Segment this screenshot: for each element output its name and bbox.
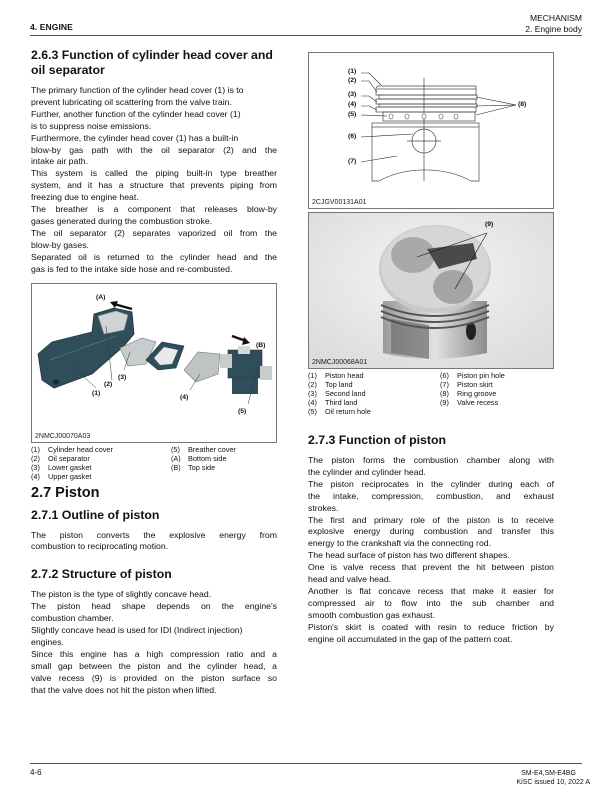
- legend-num: (4): [31, 471, 40, 481]
- text-line: The breather is a component that releases blow-by: [31, 204, 277, 215]
- section-title: MECHANISM: [530, 13, 582, 23]
- legend-text: Third land: [325, 398, 358, 407]
- cylinder-head-cover-figure: [31, 283, 277, 443]
- text-line: intake air path.: [31, 156, 88, 167]
- legend-item: [31, 463, 171, 472]
- text-line: The piston forms the combustion chamber along with: [308, 455, 554, 465]
- text-line: system, and it has a structure that prevents piping from: [31, 180, 277, 191]
- legend-item: [31, 472, 171, 481]
- legend-num: (6): [440, 371, 449, 380]
- legend-text: Piston pin hole: [457, 371, 505, 380]
- legend-item: [308, 371, 440, 380]
- legend-num: (1): [31, 444, 40, 454]
- legend-item: [308, 380, 440, 389]
- legend-item: [440, 380, 554, 389]
- legend-num: (3): [308, 389, 317, 398]
- legend-text: Oil return hole: [325, 407, 371, 416]
- legend-text: Cylinder head cover: [48, 444, 113, 454]
- text-line: head and valve head.: [308, 574, 392, 585]
- legend-num: (1): [308, 371, 317, 380]
- legend-text: Oil separator: [48, 453, 90, 463]
- text-line: gases generated during the combustion stroke.: [31, 215, 213, 226]
- label-b: (B): [256, 341, 266, 349]
- legend-item: [171, 463, 277, 472]
- section-2-7-heading: 2.7 Piston: [31, 484, 100, 501]
- left-column: [31, 48, 277, 696]
- document-id: SM-E4,SM-E4BG: [521, 770, 576, 777]
- legend-num: (3): [31, 462, 40, 472]
- text-line: energy to the crankshaft via the connecting rod.: [308, 538, 492, 549]
- text-line: blow-by gas path with the oil separator (2) and the: [31, 144, 277, 155]
- label-4: (4): [348, 101, 357, 108]
- legend-column: [440, 371, 554, 416]
- text-line: The first and primary role of the piston is to receive: [308, 514, 554, 525]
- legend-text: Second land: [325, 389, 366, 398]
- text-line: Separated oil is returned to the cylinder head and the: [31, 251, 277, 262]
- legend-num: (8): [440, 389, 449, 398]
- section-2-7-1-heading: 2.7.1 Outline of piston: [31, 507, 160, 522]
- legend-num: (2): [308, 380, 317, 389]
- text-line: valve recess (9) is provided on the piston surface so: [31, 672, 277, 683]
- label-8: (8): [518, 101, 527, 108]
- text-line: Furthermore, the cylinder head cover (1) has a built-in: [31, 132, 239, 143]
- piston-diagram-figure: [308, 52, 554, 209]
- section-breadcrumb: [525, 13, 582, 34]
- legend-item: [31, 454, 171, 463]
- label-6: (6): [348, 133, 357, 140]
- text-line: strokes.: [308, 502, 339, 513]
- text-line: combustion chamber.: [31, 613, 114, 624]
- figure-code: 2CJGV00131A01: [312, 199, 367, 206]
- text-line: Further, another function of the cylinder head cover (1): [31, 108, 241, 119]
- piston-legend: [308, 371, 554, 416]
- legend-item: [171, 454, 277, 463]
- text-line: The piston reciprocates in the cylinder during each of: [308, 478, 554, 489]
- text-line: One is valve recess that prevent the hit between piston: [308, 562, 554, 573]
- footer-divider: [30, 763, 582, 764]
- text-line: engines.: [31, 636, 64, 647]
- text-line: Since this engine has a high compression ratio and a: [31, 648, 277, 659]
- legend-num: (9): [440, 398, 449, 407]
- text-line: gas is fed to the intake side hose and re-combusted.: [31, 263, 233, 274]
- legend-text: Lower gasket: [48, 462, 92, 472]
- legend-item: [308, 407, 440, 416]
- legend-item: [440, 389, 554, 398]
- section-2-7-3-body: [308, 455, 554, 646]
- text-line: combustion to reciprocating motion.: [31, 541, 169, 552]
- text-line: The piston converts the explosive energy from: [31, 529, 277, 540]
- legend-column: [31, 445, 171, 481]
- label-3: (3): [348, 91, 357, 98]
- label-5: (5): [348, 111, 357, 118]
- text-line: The piston is the type of slightly concave head.: [31, 589, 212, 600]
- legend-text: Upper gasket: [48, 471, 92, 481]
- exploded-parts-illustration: [32, 284, 276, 442]
- text-line: the intake, compression, combustion, and exhaust: [308, 490, 554, 501]
- section-2-6-3-heading: [31, 48, 277, 78]
- text-line: explosive energy during combustion and transfer this: [308, 526, 554, 537]
- legend-text: Top land: [325, 380, 353, 389]
- legend-column: [308, 371, 440, 416]
- text-line: is to suppress noise emissions.: [31, 120, 152, 131]
- figure-code: 2NMCJ00068A01: [312, 359, 368, 366]
- legend-text: Breather cover: [188, 444, 236, 454]
- figure1-legend: [31, 445, 277, 481]
- piston-photo-figure: [308, 212, 554, 369]
- legend-text: Ring groove: [457, 389, 497, 398]
- section-2-7-2-heading: 2.7.2 Structure of piston: [31, 567, 172, 582]
- page-number: 4-6: [30, 768, 42, 777]
- legend-text: Piston skirt: [457, 380, 493, 389]
- label-2: (2): [348, 77, 357, 84]
- text-line: prevent lubricating oil scattering from the valve train.: [31, 96, 232, 107]
- text-line: The primary function of the cylinder head cover (1) is to: [31, 85, 244, 95]
- label-1: (1): [92, 389, 101, 397]
- document-info: [516, 770, 590, 787]
- subsection-title: 2. Engine body: [525, 23, 582, 34]
- legend-num: (7): [440, 380, 449, 389]
- text-line: The piston head shape depends on the engine's: [31, 601, 277, 612]
- label-7: (7): [348, 158, 357, 165]
- legend-text: Bottom side: [188, 453, 227, 463]
- legend-text: Top side: [188, 462, 216, 472]
- text-line: The head surface of piston has two different shapes.: [308, 550, 510, 561]
- section-2-6-3-body: [31, 85, 277, 276]
- figure-code: 2NMCJ00070A03: [35, 432, 91, 440]
- text-line: The oil separator (2) separates vaporized oil from the: [31, 227, 277, 238]
- label-4: (4): [180, 393, 189, 401]
- legend-num: (5): [308, 407, 317, 416]
- legend-num: (A): [171, 453, 181, 463]
- label-5: (5): [238, 407, 247, 415]
- legend-item: [171, 445, 277, 454]
- heading-line: oil separator: [31, 63, 105, 77]
- text-line: Piston's skirt is coated with resin to reduce friction by: [308, 621, 554, 632]
- header-divider: [30, 35, 582, 36]
- text-line: smooth combustion gas exhaust.: [308, 609, 436, 620]
- label-9: (9): [485, 221, 494, 228]
- legend-num: (B): [171, 462, 181, 472]
- legend-item: [440, 371, 554, 380]
- right-column: [308, 52, 554, 646]
- piston-photo-illustration: [309, 213, 553, 368]
- text-line: small gap between the piston and the cylinder head, a: [31, 660, 277, 671]
- heading-line: 2.6.3 Function of cylinder head cover and: [31, 48, 273, 62]
- legend-column: [171, 445, 277, 481]
- text-line: freezing due to engine heat.: [31, 192, 139, 203]
- legend-item: [308, 398, 440, 407]
- chapter-title: 4. ENGINE: [30, 22, 73, 32]
- legend-num: (5): [171, 444, 180, 454]
- section-2-7-3-heading: 2.7.3 Function of piston: [308, 433, 446, 447]
- text-line: the cylinder and cylinder head.: [308, 466, 426, 477]
- text-line: that the valve does not hit the piston when lifted.: [31, 684, 217, 695]
- text-line: engine oil accumulated in the gap of the pattern coat.: [308, 633, 513, 644]
- legend-item: [308, 389, 440, 398]
- piston-cross-section-diagram: [309, 53, 553, 208]
- section-2-7-2-body: [31, 589, 277, 696]
- text-line: compressed air to flow into the sub chamber and: [308, 597, 554, 608]
- label-a: (A): [96, 293, 106, 301]
- legend-num: (4): [308, 398, 317, 407]
- section-2-7-1-body: [31, 530, 277, 554]
- legend-text: Piston head: [325, 371, 364, 380]
- text-line: This system is called the piping built-in type breather: [31, 168, 277, 179]
- label-2: (2): [104, 380, 113, 388]
- legend-num: (2): [31, 453, 40, 463]
- legend-text: Valve recess: [457, 398, 499, 407]
- legend-item: [440, 398, 554, 407]
- issue-info: KiSC issued 10, 2022 A: [516, 778, 590, 786]
- label-3: (3): [118, 373, 127, 381]
- text-line: Slightly concave head is used for IDI (Indirect injection): [31, 625, 243, 636]
- legend-item: [31, 445, 171, 454]
- text-line: blow-by gases.: [31, 239, 89, 250]
- label-1: (1): [348, 68, 357, 75]
- text-line: Another is flat concave recess that make it easier for: [308, 585, 554, 596]
